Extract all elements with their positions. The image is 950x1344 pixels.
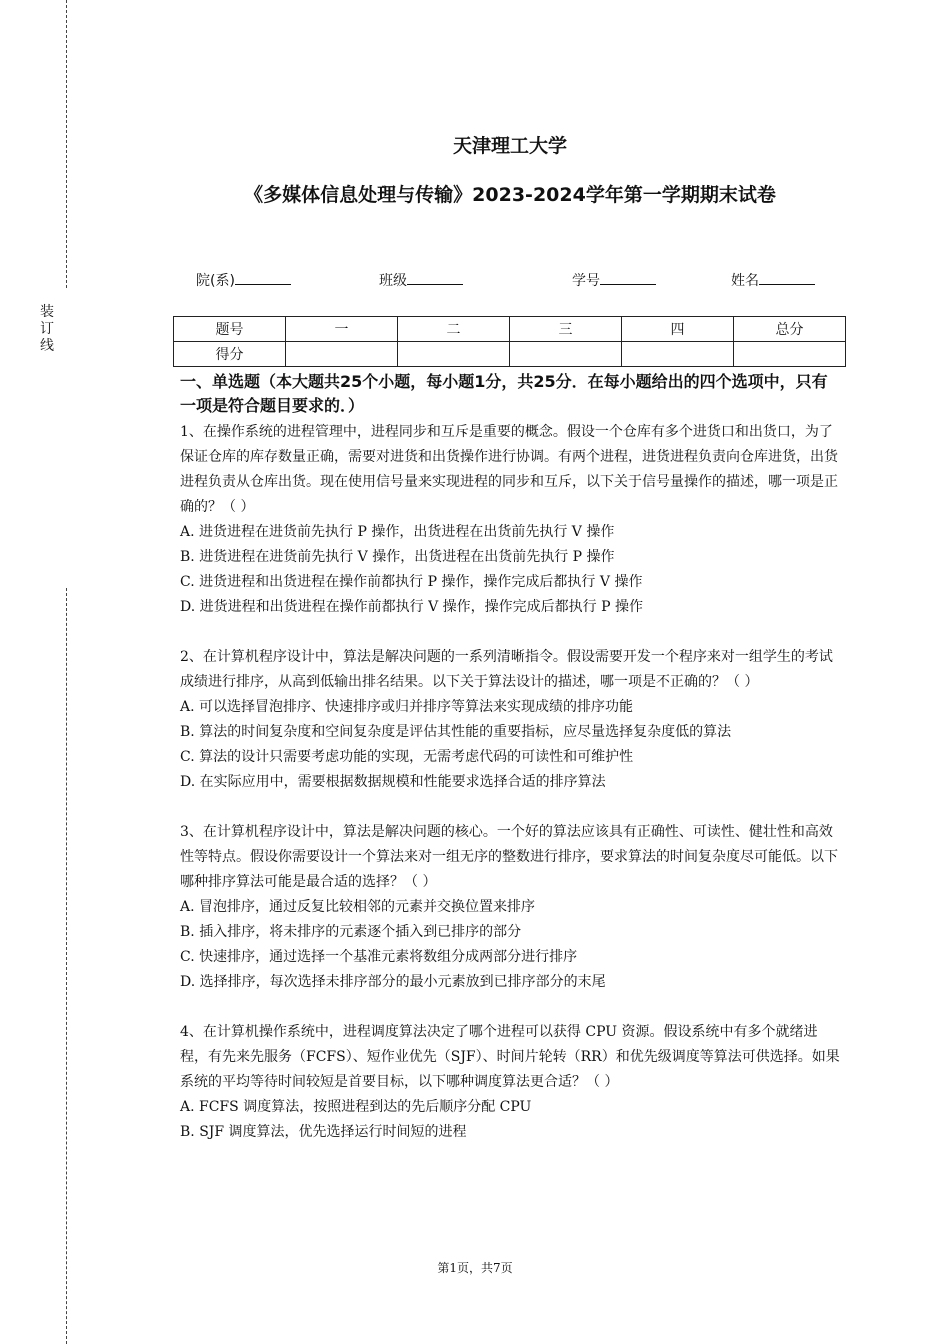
score-cell: 四 bbox=[622, 317, 734, 342]
score-cell[interactable] bbox=[398, 342, 510, 367]
score-cell: 二 bbox=[398, 317, 510, 342]
info-field-student-id[interactable]: 学号 bbox=[572, 270, 656, 290]
question-option[interactable]: C. 进货进程和出货进程在操作前都执行 P 操作，操作完成后都执行 V 操作 bbox=[180, 574, 643, 590]
question-option[interactable]: D. 在实际应用中，需要根据数据规模和性能要求选择合适的排序算法 bbox=[180, 774, 606, 790]
info-field-class[interactable]: 班级 bbox=[379, 270, 463, 290]
exam-title: 《多媒体信息处理与传输》2023-2024学年第一学期期末试卷 bbox=[244, 184, 776, 206]
score-table-score-row bbox=[174, 342, 846, 367]
question-option[interactable]: A. 冒泡排序，通过反复比较相邻的元素并交换位置来排序 bbox=[180, 899, 536, 915]
score-cell: 一 bbox=[286, 317, 398, 342]
question-option[interactable]: B. 插入排序，将未排序的元素逐个插入到已排序的部分 bbox=[180, 924, 522, 940]
question-stem: 2、在计算机程序设计中，算法是解决问题的一系列清晰指令。假设需要开发一个程序来对一组学生的考试成绩进行排序，从高到低输出排名结果。以下关于算法设计的描述，哪一项是不正确的？（ ） bbox=[180, 649, 833, 690]
info-field-department[interactable]: 院(系) bbox=[196, 270, 291, 290]
binding-char: 订 bbox=[40, 321, 54, 337]
question-stem: 1、在操作系统的进程管理中，进程同步和互斥是重要的概念。假设一个仓库有多个进货口和出货口，为了保证仓库的库存数量正确，需要对进货和出货操作进行协调。有两个进程，进货进程负责向仓库进货，出货进程负责从仓库出货。现在使用信号量来实现进程的同步和互斥，以下关于信号量操作的描述，哪一项是正确的？（ ） bbox=[180, 424, 838, 515]
binding-char: 装 bbox=[40, 304, 54, 320]
binding-line-bottom bbox=[66, 588, 67, 1344]
section-heading: 一、单选题（本大题共25个小题，每小题1分，共25分．在每小题给出的四个选项中，只有一项是符合题目要求的．） bbox=[180, 372, 828, 415]
score-table bbox=[173, 316, 846, 367]
question-option[interactable]: B. 算法的时间复杂度和空间复杂度是评估其性能的重要指标，应尽量选择复杂度低的算法 bbox=[180, 724, 732, 740]
question-option[interactable]: A. 可以选择冒泡排序、快速排序或归并排序等算法来实现成绩的排序功能 bbox=[180, 699, 634, 715]
binding-char: 线 bbox=[40, 338, 54, 354]
score-cell[interactable] bbox=[622, 342, 734, 367]
question-option[interactable]: B. SJF 调度算法，优先选择运行时间短的进程 bbox=[180, 1124, 467, 1140]
question-option[interactable]: C. 算法的设计只需要考虑功能的实现，无需考虑代码的可读性和可维护性 bbox=[180, 749, 634, 765]
question-stem: 4、在计算机操作系统中，进程调度算法决定了哪个进程可以获得 CPU 资源。假设系统中有多个就绪进程，有先来先服务（FCFS）、短作业优先（SJF）、时间片轮转（RR）和优先级调度等算法可供选择。如果系统的平均等待时间较短是首要目标，以下哪种调度算法更合适？（ ） bbox=[180, 1024, 840, 1090]
info-field-name[interactable]: 姓名 bbox=[731, 270, 815, 290]
question-option[interactable]: D. 选择排序，每次选择未排序部分的最小元素放到已排序部分的末尾 bbox=[180, 974, 606, 990]
score-table-header-row bbox=[174, 317, 846, 342]
student-info-row bbox=[196, 270, 836, 292]
score-cell: 三 bbox=[510, 317, 622, 342]
score-cell[interactable] bbox=[510, 342, 622, 367]
score-cell[interactable] bbox=[734, 342, 846, 367]
question-option[interactable]: A. FCFS 调度算法，按照进程到达的先后顺序分配 CPU bbox=[180, 1099, 532, 1115]
question-option[interactable]: B. 进货进程在进货前先执行 V 操作，出货进程在出货前先执行 P 操作 bbox=[180, 549, 615, 565]
page-footer: 第1页，共7页 bbox=[437, 1261, 513, 1275]
score-cell: 得分 bbox=[174, 342, 286, 367]
question-option[interactable]: C. 快速排序，通过选择一个基准元素将数组分成两部分进行排序 bbox=[180, 949, 578, 965]
exam-content bbox=[180, 370, 840, 1145]
binding-label bbox=[38, 304, 56, 355]
question-option[interactable]: A. 进货进程在进货前先执行 P 操作，出货进程在出货前先执行 V 操作 bbox=[180, 524, 615, 540]
question-option[interactable]: D. 进货进程和出货进程在操作前都执行 V 操作，操作完成后都执行 P 操作 bbox=[180, 599, 643, 615]
binding-line-top bbox=[66, 0, 67, 288]
question-stem: 3、在计算机程序设计中，算法是解决问题的核心。一个好的算法应该具有正确性、可读性、健壮性和高效性等特点。假设你需要设计一个算法来对一组无序的整数进行排序，要求算法的时间复杂度尽可能低。以下哪种排序算法可能是最合适的选择？（ ） bbox=[180, 824, 838, 890]
score-cell[interactable] bbox=[286, 342, 398, 367]
score-cell: 题号 bbox=[174, 317, 286, 342]
score-cell: 总分 bbox=[734, 317, 846, 342]
university-name: 天津理工大学 bbox=[452, 135, 567, 157]
